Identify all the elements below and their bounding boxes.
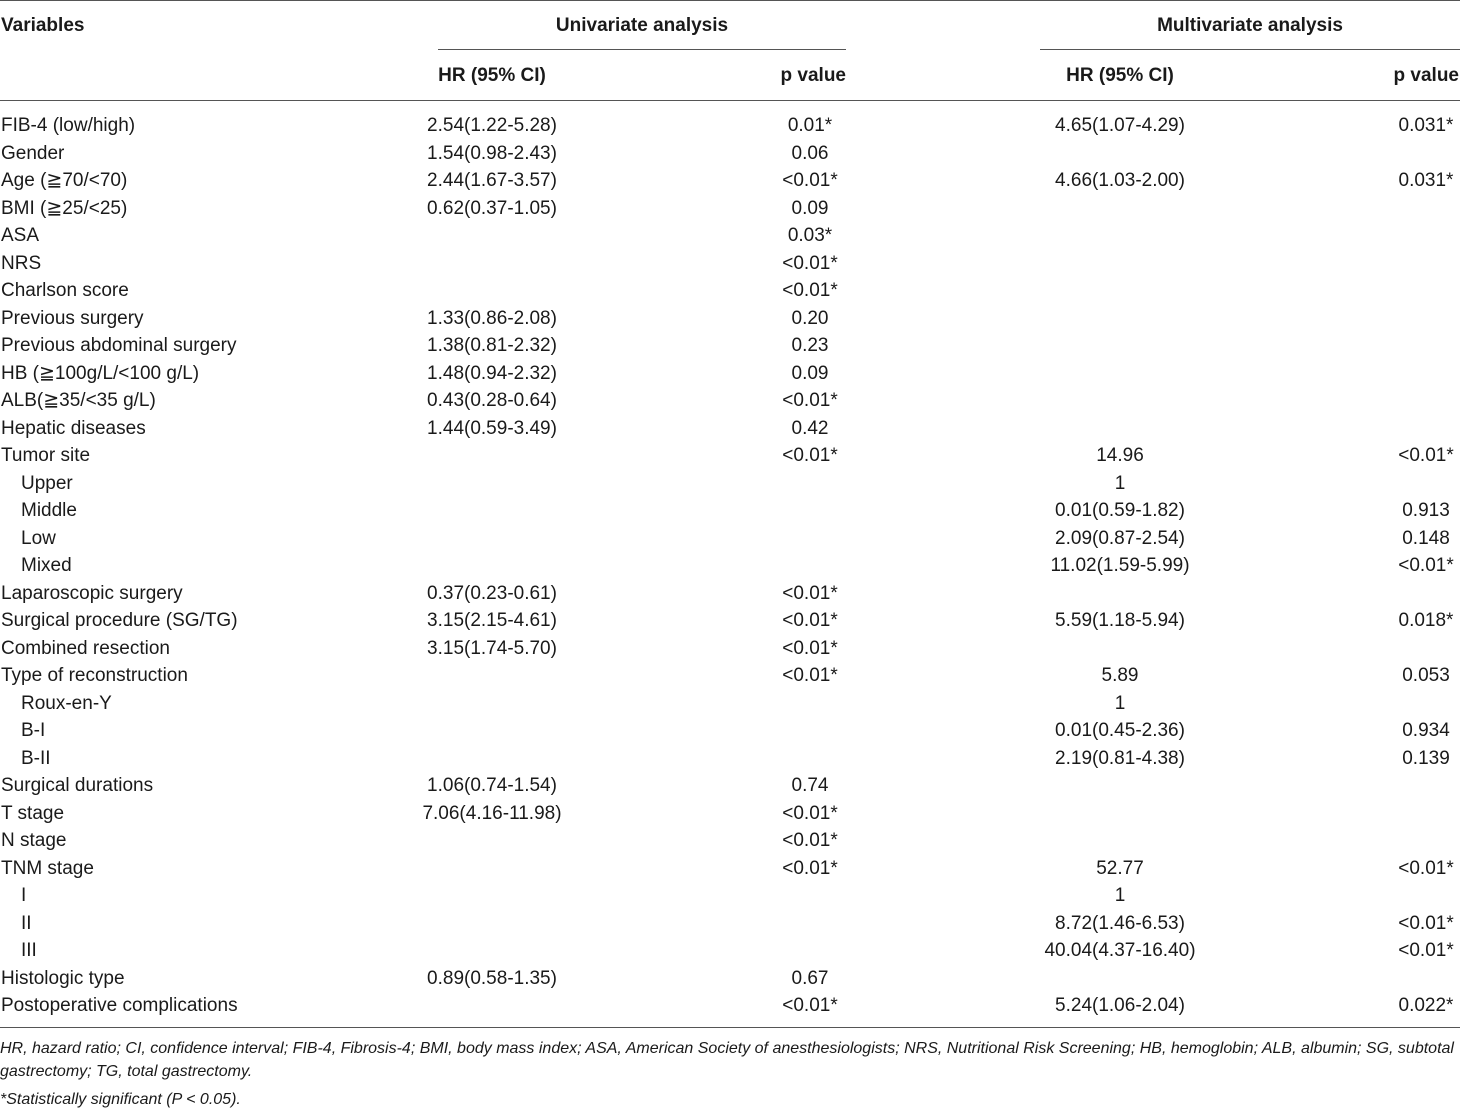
table-row: [0, 662, 1460, 690]
cell-variable: HB (≧100g/L/<100 g/L): [1, 362, 200, 384]
cell-multivariate-hr: 5.89: [1101, 665, 1139, 686]
cell-variable: III: [21, 940, 37, 961]
cell-variable: BMI (≧25/<25): [1, 197, 128, 219]
header-bottom-rule: [0, 100, 1460, 101]
cell-multivariate-p: <0.01*: [1398, 940, 1454, 961]
cell-univariate-p: <0.01*: [782, 582, 838, 604]
cell-univariate-p: 0.42: [791, 417, 829, 439]
cell-multivariate-hr: 2.19(0.81-4.38): [1055, 747, 1185, 769]
table-row: [0, 525, 1460, 553]
table-row: [0, 992, 1460, 1020]
cell-multivariate-p: <0.01*: [1398, 912, 1454, 934]
cell-multivariate-hr: 1: [1114, 692, 1126, 714]
cell-variable: Age (≧70/<70): [1, 170, 128, 191]
cell-multivariate-hr: 0.01(0.59-1.82): [1055, 500, 1185, 521]
cell-variable: Surgical durations: [1, 775, 154, 796]
cell-univariate-p: 0.09: [791, 197, 829, 219]
cell-multivariate-hr: 4.65(1.07-4.29): [1055, 115, 1185, 136]
header-multivariate-hr: HR (95% CI): [1066, 65, 1174, 86]
cell-variable: NRS: [1, 252, 42, 274]
table-top-rule: [0, 0, 1460, 1]
cell-variable: N stage: [1, 830, 67, 851]
table-row: [0, 470, 1460, 498]
cell-multivariate-hr: 5.59(1.18-5.94): [1055, 610, 1185, 631]
table-row: [0, 552, 1460, 580]
cell-univariate-p: 0.03*: [787, 225, 833, 246]
cell-variable: Mixed: [21, 555, 72, 576]
header-multivariate-p: p value: [1393, 65, 1459, 86]
cell-univariate-hr: 0.43(0.28-0.64): [427, 390, 557, 411]
table-row: [0, 360, 1460, 388]
table-row: [0, 855, 1460, 883]
cell-univariate-p: <0.01*: [782, 830, 838, 851]
footnote-abbreviations: HR, hazard ratio; CI, confidence interval; FIB-4, Fibrosis-4; BMI, body mass index; ASA, American Society of anesthesiologists; NRS, Nutritional Risk Screening; HB, hemoglobin; ALB, albumin; SG, subtotal gastrectomy; TG, total gastrectomy.: [0, 1040, 1454, 1080]
table-row: [0, 305, 1460, 333]
cell-univariate-hr: 1.33(0.86-2.08): [427, 307, 557, 329]
cell-variable: Histologic type: [1, 967, 125, 989]
cell-variable: TNM stage: [1, 857, 94, 879]
cell-multivariate-p: 0.022*: [1398, 995, 1454, 1016]
cell-variable: Previous surgery: [1, 307, 144, 329]
cell-multivariate-hr: 1: [1114, 472, 1126, 494]
cell-multivariate-p: 0.934: [1402, 720, 1450, 741]
cell-univariate-p: 0.01*: [787, 115, 833, 136]
cell-multivariate-hr: 5.24(1.06-2.04): [1055, 995, 1185, 1016]
cell-univariate-p: <0.01*: [782, 280, 838, 301]
cell-multivariate-hr: 40.04(4.37-16.40): [1044, 940, 1196, 961]
table-row: [0, 827, 1460, 855]
cell-univariate-p: <0.01*: [782, 637, 838, 659]
cell-variable: FIB-4 (low/high): [1, 115, 136, 136]
cell-multivariate-p: 0.031*: [1398, 170, 1454, 191]
table-row: [0, 250, 1460, 278]
cell-multivariate-hr: 14.96: [1096, 445, 1144, 466]
table-row: [0, 690, 1460, 718]
cell-univariate-hr: 3.15(2.15-4.61): [427, 610, 557, 631]
cell-multivariate-hr: 2.09(0.87-2.54): [1055, 527, 1185, 549]
table-row: [0, 387, 1460, 415]
table-row: [0, 332, 1460, 360]
cell-variable: ASA: [1, 225, 40, 246]
cell-variable: ALB(≧35/<35 g/L): [1, 390, 156, 411]
cell-univariate-p: <0.01*: [782, 610, 838, 631]
cell-univariate-p: <0.01*: [782, 445, 838, 466]
cell-univariate-hr: 0.37(0.23-0.61): [427, 582, 557, 604]
cell-multivariate-p: 0.148: [1402, 527, 1450, 549]
cell-univariate-hr: 0.89(0.58-1.35): [427, 967, 557, 989]
cell-univariate-p: <0.01*: [782, 170, 838, 191]
cell-univariate-hr: 1.44(0.59-3.49): [427, 417, 557, 439]
cell-variable: Tumor site: [1, 445, 91, 466]
header-univariate: Univariate analysis: [555, 15, 729, 36]
cell-univariate-hr: 2.54(1.22-5.28): [427, 115, 557, 136]
header-variables: Variables: [1, 15, 85, 36]
cell-multivariate-p: 0.018*: [1398, 610, 1454, 631]
cell-variable: Surgical procedure (SG/TG): [1, 610, 238, 631]
cell-multivariate-hr: 11.02(1.59-5.99): [1050, 555, 1190, 576]
cell-univariate-p: <0.01*: [782, 995, 838, 1016]
table-bottom-rule: [0, 1027, 1460, 1028]
table-row: [0, 745, 1460, 773]
cell-variable: Postoperative complications: [1, 995, 238, 1016]
cell-variable: T stage: [1, 802, 65, 824]
cell-multivariate-p: 0.139: [1402, 747, 1450, 769]
cell-variable: B-II: [21, 747, 51, 769]
cell-variable: II: [21, 912, 32, 934]
cell-variable: Middle: [21, 500, 77, 521]
cell-multivariate-p: 0.053: [1402, 665, 1450, 686]
cell-variable: Roux-en-Y: [21, 692, 112, 714]
cell-univariate-hr: 1.38(0.81-2.32): [427, 335, 557, 356]
cell-variable: Upper: [21, 472, 73, 494]
univariate-subrule: [438, 49, 846, 50]
footnote-significance: *Statistically significant (P < 0.05).: [0, 1091, 241, 1108]
cell-variable: Low: [21, 527, 56, 549]
header-univariate-p: p value: [780, 65, 846, 86]
cell-univariate-p: <0.01*: [782, 857, 838, 879]
cell-multivariate-hr: 1: [1114, 885, 1126, 906]
cell-univariate-hr: 7.06(4.16-11.98): [422, 802, 562, 824]
table-row: [0, 800, 1460, 828]
cell-multivariate-p: <0.01*: [1398, 857, 1454, 879]
cell-variable: Previous abdominal surgery: [1, 335, 237, 356]
table-row: [0, 167, 1460, 195]
cell-variable: Combined resection: [1, 637, 170, 659]
cell-multivariate-p: <0.01*: [1398, 555, 1454, 576]
cell-variable: Laparoscopic surgery: [1, 582, 183, 604]
cell-univariate-hr: 3.15(1.74-5.70): [427, 637, 557, 659]
cell-univariate-p: <0.01*: [782, 665, 838, 686]
cell-univariate-p: <0.01*: [782, 390, 838, 411]
cell-variable: Type of reconstruction: [1, 665, 188, 686]
table-row: [0, 277, 1460, 305]
cell-multivariate-p: <0.01*: [1398, 445, 1454, 466]
table-row: [0, 112, 1460, 140]
cell-multivariate-hr: 52.77: [1096, 857, 1144, 879]
header-univariate-hr: HR (95% CI): [438, 65, 546, 86]
table-row: [0, 580, 1460, 608]
table-row: [0, 195, 1460, 223]
cell-variable: Hepatic diseases: [1, 417, 146, 439]
table-row: [0, 772, 1460, 800]
multivariate-subrule: [1040, 49, 1460, 50]
cell-univariate-hr: 1.48(0.94-2.32): [427, 362, 557, 384]
table-row: [0, 497, 1460, 525]
table-row: [0, 910, 1460, 938]
table-row: [0, 140, 1460, 168]
cell-multivariate-hr: 8.72(1.46-6.53): [1055, 912, 1185, 934]
table-row: [0, 717, 1460, 745]
cell-multivariate-hr: 4.66(1.03-2.00): [1055, 170, 1185, 191]
cell-multivariate-p: 0.913: [1402, 500, 1450, 521]
cell-univariate-p: 0.67: [791, 967, 829, 989]
table-row: [0, 442, 1460, 470]
cell-multivariate-p: 0.031*: [1398, 115, 1454, 136]
cell-variable: I: [21, 885, 27, 906]
table-row: [0, 882, 1460, 910]
table-row: [0, 415, 1460, 443]
cell-univariate-p: 0.23: [791, 335, 829, 356]
cell-univariate-p: 0.09: [791, 362, 829, 384]
cell-variable: Gender: [1, 142, 65, 164]
cell-univariate-p: 0.06: [791, 142, 829, 164]
table-row: [0, 937, 1460, 965]
table-row: [0, 965, 1460, 993]
cell-univariate-p: <0.01*: [782, 252, 838, 274]
cell-univariate-hr: 2.44(1.67-3.57): [427, 170, 557, 191]
cell-univariate-hr: 0.62(0.37-1.05): [427, 197, 557, 219]
header-multivariate: Multivariate analysis: [1157, 15, 1343, 36]
cell-univariate-p: 0.20: [791, 307, 829, 329]
table-row: [0, 222, 1460, 250]
cell-univariate-hr: 1.06(0.74-1.54): [427, 775, 557, 796]
table-row: [0, 635, 1460, 663]
cell-multivariate-hr: 0.01(0.45-2.36): [1055, 720, 1185, 741]
cell-univariate-p: <0.01*: [782, 802, 838, 824]
cell-variable: Charlson score: [1, 280, 129, 301]
cell-variable: B-I: [21, 720, 46, 741]
cell-univariate-hr: 1.54(0.98-2.43): [427, 142, 557, 164]
table-row: [0, 607, 1460, 635]
cell-univariate-p: 0.74: [791, 775, 829, 796]
